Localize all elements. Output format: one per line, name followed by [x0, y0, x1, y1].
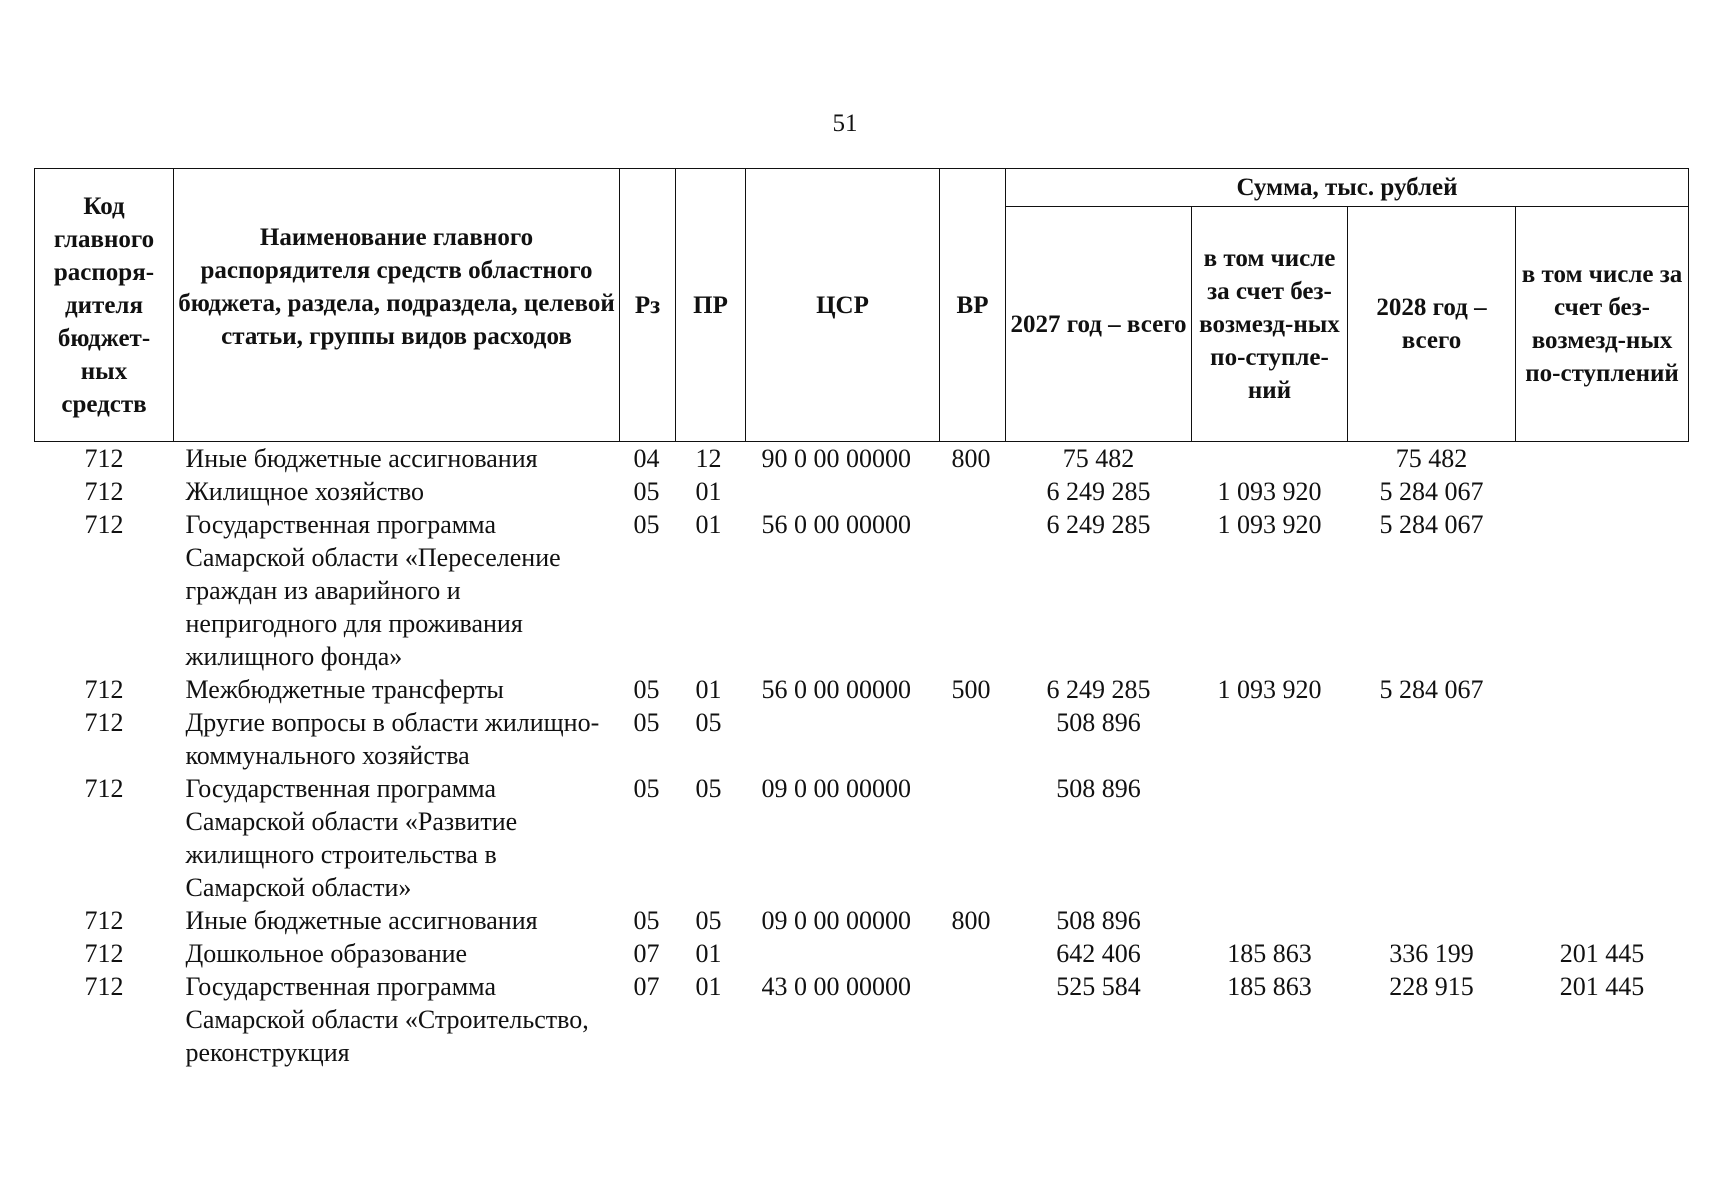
- cell-2027-free: [1192, 904, 1348, 937]
- cell-csr: 56 0 00 00000: [761, 675, 911, 704]
- cell-2028-total: [1348, 772, 1516, 904]
- cell-csr: [746, 706, 940, 772]
- header-2027-free: в том числе за счет без-возмезд-ных по-ступле-ний: [1192, 207, 1348, 442]
- cell-pr: 05: [695, 906, 722, 935]
- cell-2027-total: 525 584: [1056, 972, 1141, 1001]
- header-sum: Сумма, тыс. рублей: [1006, 169, 1689, 207]
- cell-2028-free: [1516, 772, 1689, 904]
- cell-rz: 05: [633, 708, 660, 737]
- table-row: [35, 706, 1689, 772]
- cell-2027-free: 185 863: [1227, 972, 1312, 1001]
- page-number: 51: [832, 110, 858, 137]
- budget-table: [34, 168, 1689, 1069]
- header-name: Наименование главного распорядителя средств областного бюджета, раздела, подраздела, целевой статьи, группы видов расходов: [174, 169, 620, 442]
- cell-vr: 500: [951, 675, 991, 704]
- cell-code: 712: [84, 444, 124, 473]
- cell-rz: 07: [633, 939, 660, 968]
- cell-2027-total: 6 249 285: [1046, 675, 1151, 704]
- header-vr: ВР: [940, 169, 1006, 442]
- table-row: [35, 673, 1689, 706]
- cell-2028-total: 228 915: [1389, 972, 1474, 1001]
- cell-name: Государственная программа Самарской области «Переселение граждан из аварийного и непригодного для проживания жилищного фонда»: [185, 510, 561, 671]
- cell-pr: 01: [695, 477, 722, 506]
- cell-code: 712: [84, 477, 124, 506]
- cell-2028-free: [1516, 904, 1689, 937]
- cell-vr: [940, 937, 1006, 970]
- cell-name: Иные бюджетные ассигнования: [185, 906, 538, 935]
- cell-vr: [940, 772, 1006, 904]
- cell-2028-free: [1516, 475, 1689, 508]
- cell-rz: 04: [633, 444, 660, 473]
- cell-2027-free: [1192, 442, 1348, 476]
- cell-code: 712: [84, 510, 124, 539]
- cell-pr: 12: [695, 444, 722, 473]
- cell-2027-total: 508 896: [1056, 774, 1141, 803]
- header-pr: ПР: [676, 169, 746, 442]
- cell-2028-total: 5 284 067: [1379, 510, 1484, 539]
- cell-rz: 07: [633, 972, 660, 1001]
- table-row: [35, 904, 1689, 937]
- table-row: [35, 970, 1689, 1069]
- header-code: Код главного распоря-дителя бюджет-ных средств: [35, 169, 174, 442]
- cell-code: 712: [84, 972, 124, 1001]
- header-2028-free: в том числе за счет без-возмезд-ных по-ступлений: [1516, 207, 1689, 442]
- cell-vr: 800: [951, 444, 991, 473]
- header-rz: Рз: [620, 169, 676, 442]
- cell-2027-total: 508 896: [1056, 708, 1141, 737]
- cell-2028-total: 336 199: [1389, 939, 1474, 968]
- cell-csr: [746, 937, 940, 970]
- cell-2028-total: [1348, 904, 1516, 937]
- cell-code: 712: [84, 675, 124, 704]
- cell-vr: [940, 508, 1006, 673]
- cell-2028-free: [1516, 508, 1689, 673]
- cell-2028-free: [1516, 442, 1689, 476]
- cell-code: 712: [84, 708, 124, 737]
- cell-2027-free: 1 093 920: [1217, 477, 1322, 506]
- table-row: [35, 442, 1689, 476]
- cell-csr: 90 0 00 00000: [761, 444, 911, 473]
- cell-2028-total: 75 482: [1395, 444, 1468, 473]
- cell-2027-total: 75 482: [1062, 444, 1135, 473]
- cell-csr: 09 0 00 00000: [761, 774, 911, 803]
- cell-2028-free: [1516, 673, 1689, 706]
- cell-2028-free: [1516, 706, 1689, 772]
- header-2028-total: 2028 год – всего: [1348, 207, 1516, 442]
- table-row: [35, 508, 1689, 673]
- table-row: [35, 772, 1689, 904]
- cell-2028-total: 5 284 067: [1379, 477, 1484, 506]
- cell-name: Государственная программа Самарской области «Строительство, реконструкция: [185, 972, 589, 1067]
- cell-rz: 05: [633, 906, 660, 935]
- cell-csr: 56 0 00 00000: [761, 510, 911, 539]
- cell-csr: [746, 475, 940, 508]
- cell-rz: 05: [633, 510, 660, 539]
- cell-2027-free: [1192, 706, 1348, 772]
- cell-code: 712: [84, 774, 124, 803]
- cell-name: Жилищное хозяйство: [185, 477, 425, 506]
- cell-pr: 01: [695, 939, 722, 968]
- header-2027-total: 2027 год – всего: [1006, 207, 1192, 442]
- cell-2027-total: 6 249 285: [1046, 477, 1151, 506]
- table-row: [35, 937, 1689, 970]
- cell-code: 712: [84, 906, 124, 935]
- cell-2027-total: 508 896: [1056, 906, 1141, 935]
- cell-name: Межбюджетные трансферты: [185, 675, 504, 704]
- cell-2028-free: 201 445: [1559, 939, 1645, 968]
- cell-pr: 01: [695, 972, 722, 1001]
- cell-2027-free: 1 093 920: [1217, 675, 1322, 704]
- cell-vr: [940, 706, 1006, 772]
- header-csr: ЦСР: [746, 169, 940, 442]
- cell-vr: [940, 475, 1006, 508]
- cell-pr: 01: [695, 675, 722, 704]
- cell-2028-total: 5 284 067: [1379, 675, 1484, 704]
- cell-2027-free: 185 863: [1227, 939, 1312, 968]
- cell-2027-total: 6 249 285: [1046, 510, 1151, 539]
- cell-name: Дошкольное образование: [185, 939, 468, 968]
- cell-2027-total: 642 406: [1056, 939, 1141, 968]
- cell-csr: 09 0 00 00000: [761, 906, 911, 935]
- cell-name: Иные бюджетные ассигнования: [185, 444, 538, 473]
- cell-name: Другие вопросы в области жилищно-коммунального хозяйства: [185, 708, 600, 770]
- cell-name: Государственная программа Самарской области «Развитие жилищного строительства в Самарской области»: [185, 774, 518, 902]
- cell-2027-free: 1 093 920: [1217, 510, 1322, 539]
- cell-2028-free: 201 445: [1559, 972, 1645, 1001]
- cell-pr: 01: [695, 510, 722, 539]
- cell-pr: 05: [695, 774, 722, 803]
- table-row: [35, 475, 1689, 508]
- cell-rz: 05: [633, 675, 660, 704]
- cell-rz: 05: [633, 477, 660, 506]
- cell-2027-free: [1192, 772, 1348, 904]
- cell-vr: [940, 970, 1006, 1069]
- cell-code: 712: [84, 939, 124, 968]
- cell-2028-total: [1348, 706, 1516, 772]
- cell-csr: 43 0 00 00000: [761, 972, 911, 1001]
- cell-rz: 05: [633, 774, 660, 803]
- cell-pr: 05: [695, 708, 722, 737]
- cell-vr: 800: [951, 906, 991, 935]
